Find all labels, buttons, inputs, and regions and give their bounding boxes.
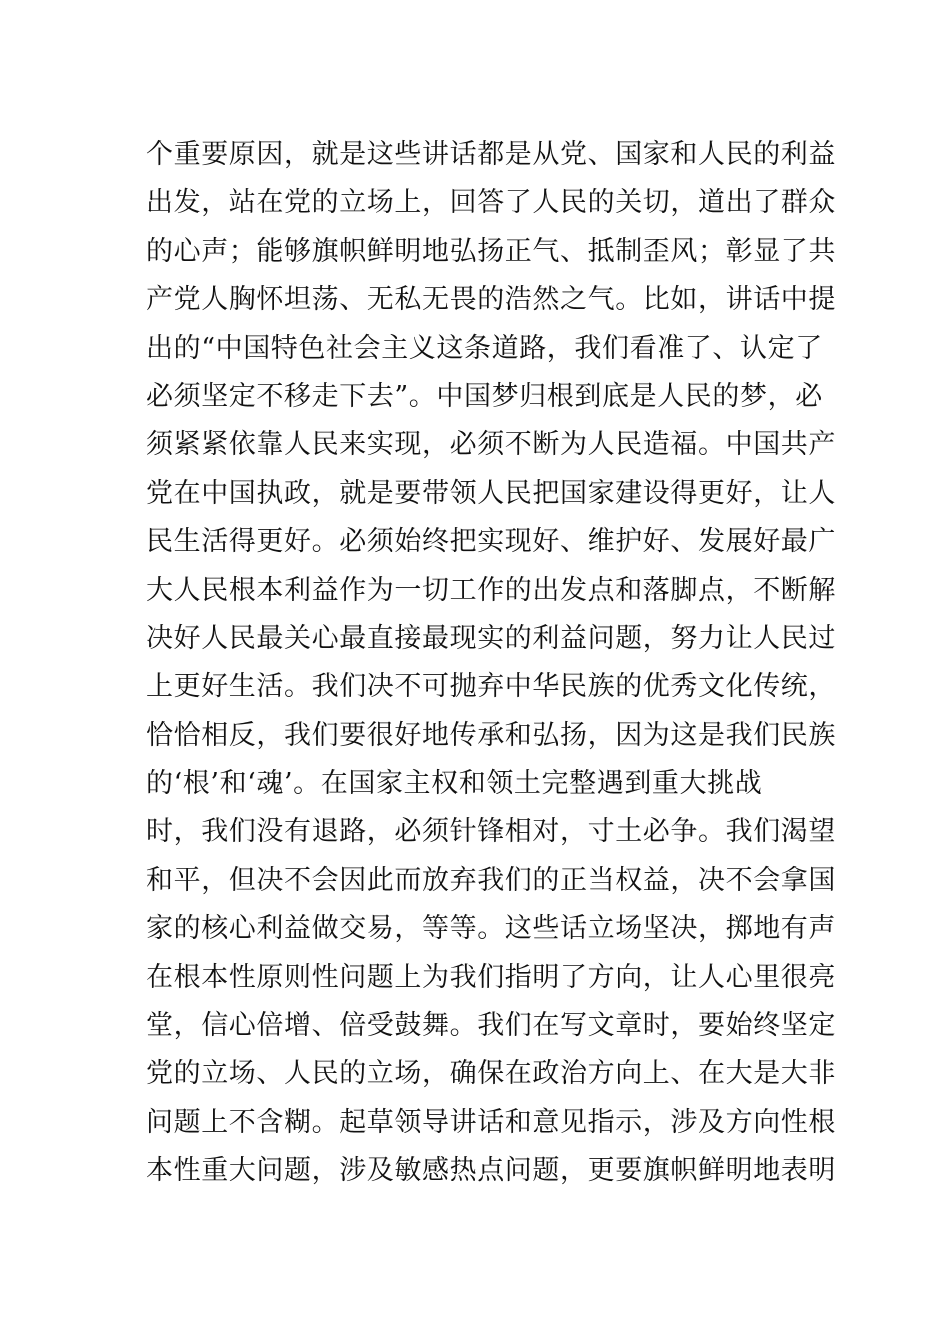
- text-line: 产党人胸怀坦荡、无私无畏的浩然之气。比如，讲话中提: [146, 284, 836, 316]
- text-line: 本性重大问题，涉及敏感热点问题，更要旗帜鲜明地表明: [146, 1155, 836, 1187]
- text-line: 必须坚定不移走下去”。中国梦归根到底是人民的梦，必: [146, 380, 823, 412]
- text-line: 出的“中国特色社会主义这条道路，我们看准了、认定了: [146, 332, 823, 364]
- body-paragraph: [146, 131, 836, 1196]
- text-line: 问题上不含糊。起草领导讲话和意见指示，涉及方向性根: [146, 1106, 836, 1138]
- text-line: 个重要原因，就是这些讲话都是从党、国家和人民的利益: [146, 139, 836, 170]
- text-line: 民生活得更好。必须始终把实现好、维护好、发展好最广: [146, 526, 836, 558]
- text-line: 恰恰相反，我们要很好地传承和弘扬，因为这是我们民族: [146, 719, 836, 751]
- text-line: 上更好生活。我们决不可抛弃中华民族的优秀文化传统，: [146, 671, 836, 703]
- text-line: 时，我们没有退路，必须针锋相对，寸土必争。我们渴望: [146, 816, 836, 848]
- text-line: 党在中国执政，就是要带领人民把国家建设得更好，让人: [146, 477, 836, 509]
- text-line: 的‘根’和‘魂’。在国家主权和领土完整遇到重大挑战: [146, 768, 763, 800]
- text-line: 大人民根本利益作为一切工作的出发点和落脚点，不断解: [146, 574, 836, 606]
- text-line: 决好人民最关心最直接最现实的利益问题，努力让人民过: [146, 622, 836, 654]
- text-line: 堂，信心倍增、倍受鼓舞。我们在写文章时，要始终坚定: [146, 1010, 836, 1042]
- text-line: 的心声；能够旗帜鲜明地弘扬正气、抵制歪风；彰显了共: [146, 235, 836, 267]
- text-line: 须紧紧依靠人民来实现，必须不断为人民造福。中国共产: [146, 429, 836, 461]
- text-line: 在根本性原则性问题上为我们指明了方向，让人心里很亮: [146, 961, 836, 993]
- text-line: 家的核心利益做交易，等等。这些话立场坚决，掷地有声: [146, 913, 836, 945]
- text-line: 和平，但决不会因此而放弃我们的正当权益，决不会拿国: [146, 864, 836, 896]
- text-line: 党的立场、人民的立场，确保在政治方向上、在大是大非: [146, 1058, 836, 1090]
- text-line: 出发，站在党的立场上，回答了人民的关切，道出了群众: [146, 187, 836, 219]
